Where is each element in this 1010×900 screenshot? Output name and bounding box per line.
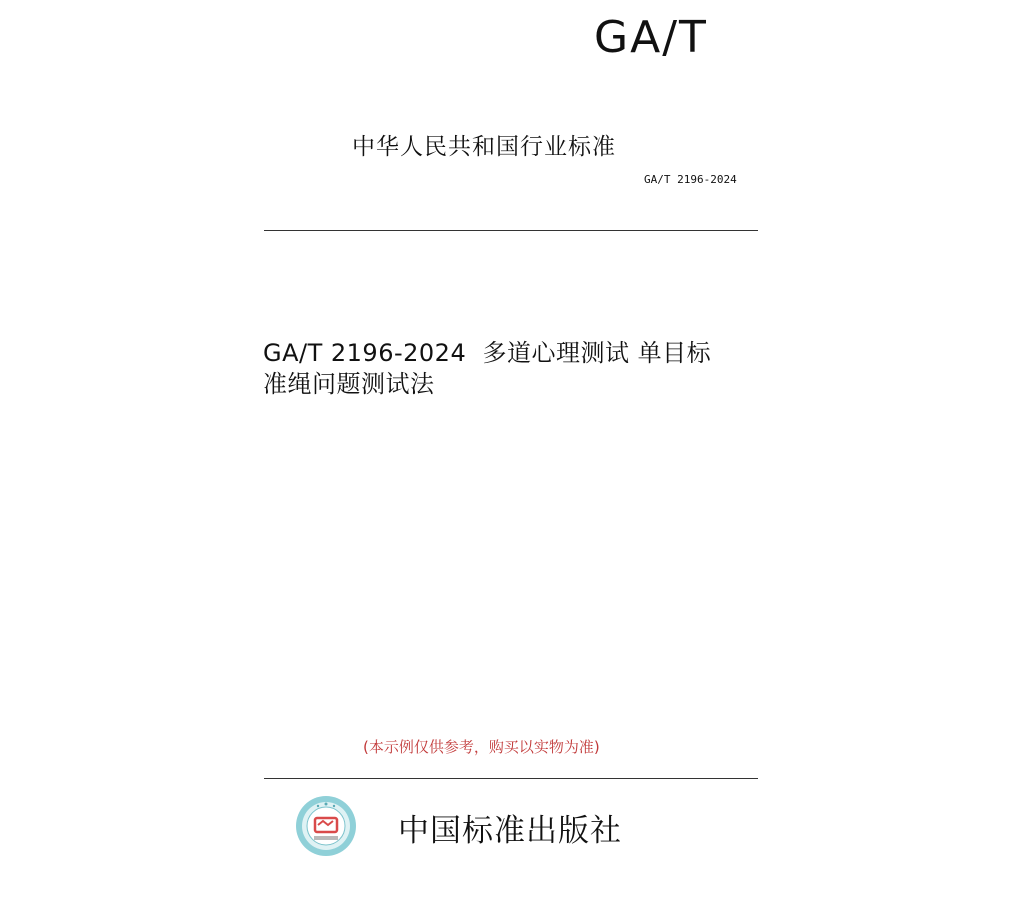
publisher-seal-icon <box>294 794 358 858</box>
top-divider <box>264 230 758 231</box>
document-title <box>263 338 763 400</box>
standard-number: GA/T 2196-2024 <box>644 173 737 186</box>
bottom-divider <box>264 778 758 779</box>
sample-disclaimer: (本示例仅供参考，购买以实物为准) <box>363 738 600 756</box>
standard-code-large: GA/T <box>594 12 708 63</box>
publisher-name: 中国标准出版社 <box>398 813 622 849</box>
document-title-line-2: 准绳问题测试法 <box>263 370 435 398</box>
standard-type-heading: 中华人民共和国行业标准 <box>352 134 616 160</box>
document-title-line-1: GA/T 2196-2024 多道心理测试 单目标 <box>263 339 712 367</box>
